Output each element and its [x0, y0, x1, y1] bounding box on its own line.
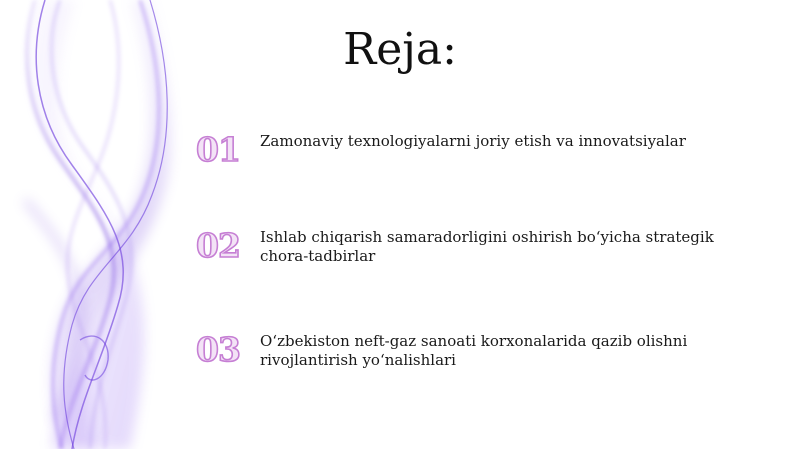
item-number: 03: [196, 330, 240, 369]
item-text: O‘zbekiston neft-gaz sanoati korxonalarida qazib olishni rivojlantirish yo‘nalishlari: [260, 332, 688, 369]
item-text: Zamonaviy texnologiyalarni joriy etish va innovatsiyalar: [260, 132, 686, 150]
agenda-item: [196, 130, 756, 190]
item-number: 01: [196, 130, 240, 169]
item-text: Ishlab chiqarish samaradorligini oshirish bo‘yicha strategik chora-tadbirlar: [260, 228, 714, 265]
smoke-ribbon-decoration: [0, 0, 200, 449]
item-number: 02: [196, 226, 240, 265]
agenda-item: [196, 330, 756, 390]
agenda-item: [196, 226, 756, 286]
slide-title: Reja:: [343, 24, 457, 75]
